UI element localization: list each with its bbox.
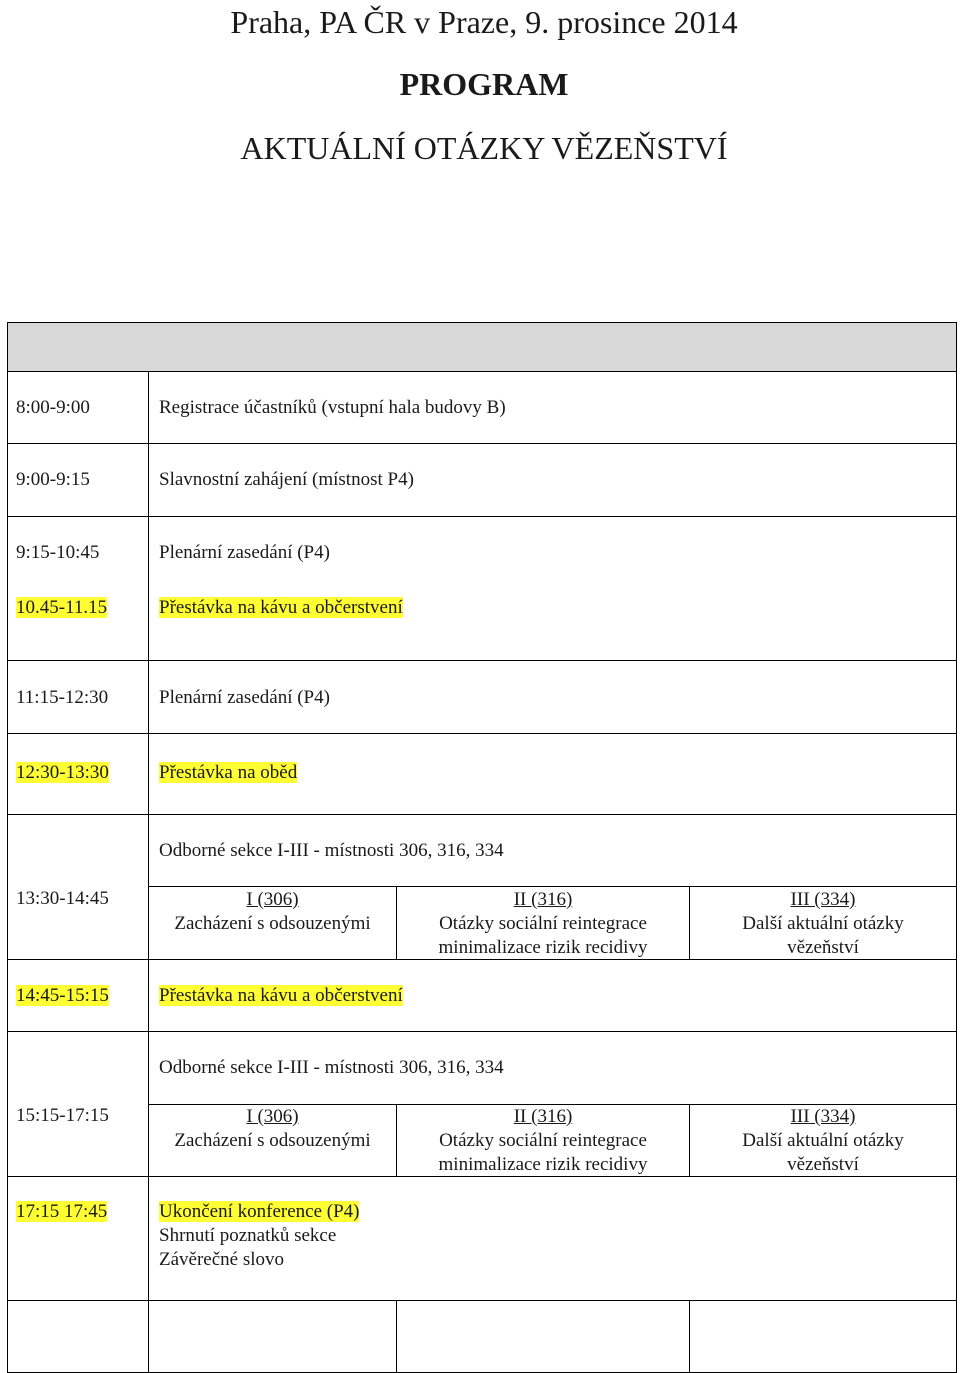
header-place-date: Praha, PA ČR v Praze, 9. prosince 2014 <box>230 4 738 40</box>
row-time: 13:30-14:45 <box>16 888 109 909</box>
closing-line: Závěrečné slovo <box>159 1249 285 1270</box>
section-cell <box>149 1105 396 1153</box>
section-title: Další aktuální otázky <box>742 1130 904 1151</box>
table-border-top <box>7 322 957 323</box>
section-divider <box>148 886 957 887</box>
row-activity-highlighted: Přestávka na kávu a občerstvení <box>159 985 403 1006</box>
row-activity-highlighted: Přestávka na kávu a občerstvení <box>159 597 403 618</box>
section-title: Otázky sociální reintegrace <box>439 1130 647 1151</box>
row-time: 9:00-9:15 <box>16 469 90 490</box>
row-activity: Registrace účastníků (vstupní hala budovy B) <box>159 397 506 418</box>
empty-column-divider <box>689 1300 690 1373</box>
section-cell <box>397 888 689 960</box>
table-row-divider <box>7 516 957 517</box>
table-row-divider <box>7 660 957 661</box>
row-time: 15:15-17:15 <box>16 1105 109 1126</box>
closing-line: Shrnutí poznatků sekce <box>159 1225 337 1246</box>
row-activity: Slavnostní zahájení (místnost P4) <box>159 469 414 490</box>
header-topic: AKTUÁLNÍ OTÁZKY VĚZEŇSTVÍ <box>240 130 728 166</box>
section-head: I (306) <box>246 889 299 910</box>
table-row-divider <box>7 443 957 444</box>
section-cell <box>690 888 956 960</box>
row-time: 8:00-9:00 <box>16 397 90 418</box>
closing-cell <box>159 1200 359 1272</box>
section-head: II (316) <box>513 889 573 910</box>
section-title: Zacházení s odsouzenými <box>174 913 371 934</box>
row-time-highlighted: 14:45-15:15 <box>16 985 109 1006</box>
row-activity-highlighted: Přestávka na oběd <box>159 762 298 783</box>
table-row-divider <box>7 1300 957 1301</box>
section-title: Další aktuální otázky <box>742 913 904 934</box>
section-title: vězeňství <box>787 937 859 958</box>
header-program: PROGRAM <box>399 66 569 102</box>
sections-heading: Odborné sekce I-III - místnosti 306, 316, 334 <box>159 1057 504 1078</box>
sections-heading: Odborné sekce I-III - místnosti 306, 316, 334 <box>159 840 504 861</box>
table-row-divider <box>7 371 957 372</box>
section-title: Otázky sociální reintegrace <box>439 913 647 934</box>
section-title: minimalizace rizik recidivy <box>438 1154 648 1175</box>
section-title: minimalizace rizik recidivy <box>438 937 648 958</box>
section-cell <box>397 1105 689 1177</box>
section-head: II (316) <box>513 1106 573 1127</box>
row-activity: Plenární zasedání (P4) <box>159 687 330 708</box>
table-border-right <box>956 322 957 1373</box>
row-time: 9:15-10:45 <box>16 542 100 563</box>
section-head: I (306) <box>246 1106 299 1127</box>
section-cell <box>149 888 396 936</box>
row-time-highlighted: 17:15 17:45 <box>16 1201 108 1222</box>
row-time-highlighted: 12:30-13:30 <box>16 762 109 783</box>
time-column-divider <box>148 371 149 1373</box>
row-activity: Plenární zasedání (P4) <box>159 542 330 563</box>
row-time-highlighted: 10.45-11.15 <box>16 597 108 618</box>
section-title: Zacházení s odsouzenými <box>174 1130 371 1151</box>
section-head: III (334) <box>790 1106 856 1127</box>
empty-column-divider <box>396 1300 397 1373</box>
table-row-divider <box>7 814 957 815</box>
table-border-left <box>7 322 8 1373</box>
section-cell <box>690 1105 956 1177</box>
table-row-divider <box>7 733 957 734</box>
table-row-divider <box>7 1031 957 1032</box>
row-time: 11:15-12:30 <box>16 687 109 708</box>
table-header-row <box>7 323 956 371</box>
section-head: III (334) <box>790 889 856 910</box>
row-activity-highlighted: Ukončení konference (P4) <box>159 1201 360 1222</box>
section-title: vězeňství <box>787 1154 859 1175</box>
